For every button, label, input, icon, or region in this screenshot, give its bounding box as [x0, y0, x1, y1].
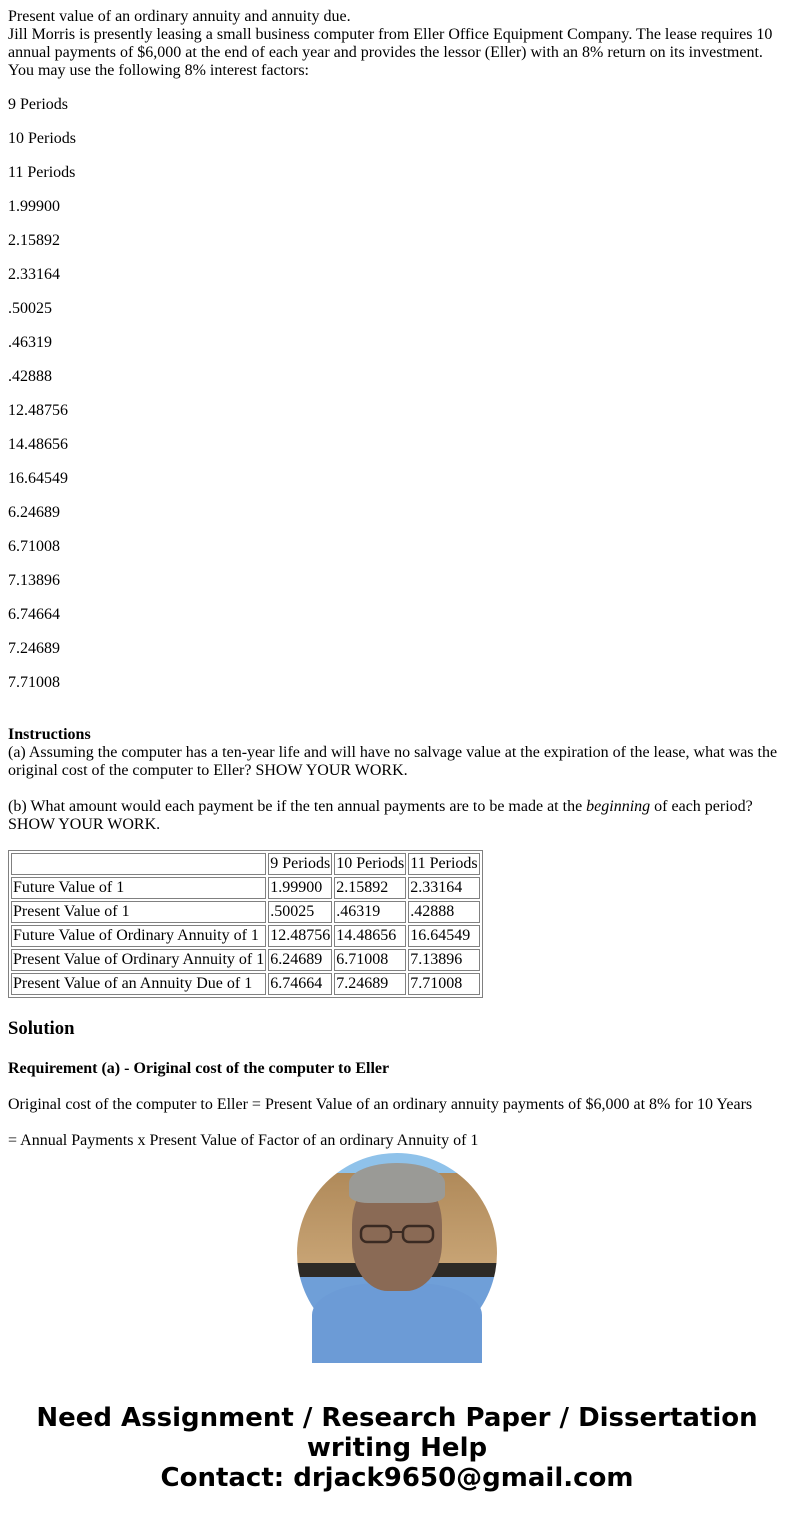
factor-line: 9 Periods [8, 96, 68, 113]
factor-line: .46319 [8, 334, 52, 351]
instruction-b-emphasis: beginning [586, 798, 651, 815]
instruction-b-text-end: of each period? SHOW YOUR WORK. [8, 798, 753, 833]
glasses-icon [359, 1223, 435, 1245]
table-row [11, 949, 480, 971]
table-cell: 12.48756 [268, 925, 332, 947]
row-label: Future Value of 1 [11, 877, 266, 899]
table-cell: 6.74664 [268, 973, 332, 995]
table-cell: 7.71008 [408, 973, 479, 995]
table-cell: 16.64549 [408, 925, 479, 947]
instructions-section [8, 726, 786, 834]
table-row [11, 877, 480, 899]
table-row [11, 925, 480, 947]
factor-line: 2.15892 [8, 232, 60, 249]
instruction-b-text: (b) What amount would each payment be if the ten annual payments are to be made at the [8, 798, 587, 815]
table-header-row [11, 853, 480, 875]
factor-line: 7.71008 [8, 674, 60, 691]
row-label: Present Value of Ordinary Annuity of 1 [11, 949, 266, 971]
factor-line: .50025 [8, 300, 52, 317]
instruction-b [8, 798, 786, 834]
table-cell: 7.13896 [408, 949, 479, 971]
tutor-avatar [297, 1153, 497, 1353]
factor-line: 1.99900 [8, 198, 60, 215]
avatar-hair [349, 1163, 445, 1203]
interest-factor-table [8, 850, 483, 998]
table-cell: 1.99900 [268, 877, 332, 899]
requirement-a-heading: Requirement (a) - Original cost of the computer to Eller [8, 1060, 390, 1077]
document-content [8, 8, 786, 1149]
table-header-cell: 11 Periods [408, 853, 479, 875]
factor-line: 7.24689 [8, 640, 60, 657]
factor-line: 11 Periods [8, 164, 76, 181]
promo-line: writing Help [306, 1433, 488, 1463]
factor-line: 14.48656 [8, 436, 68, 453]
promo-line: Need Assignment / Research Paper / Dissertation [36, 1403, 758, 1433]
factor-line: 10 Periods [8, 130, 76, 147]
factor-line: 2.33164 [8, 266, 60, 283]
table-cell: 2.33164 [408, 877, 479, 899]
table-cell: 6.24689 [268, 949, 332, 971]
factor-line: 6.71008 [8, 538, 60, 555]
table-cell: 2.15892 [334, 877, 406, 899]
promo-banner [0, 1403, 794, 1493]
instructions-heading: Instructions [8, 726, 91, 743]
table-cell: .42888 [408, 901, 479, 923]
factor-line: 6.24689 [8, 504, 60, 521]
factor-line: 7.13896 [8, 572, 60, 589]
table-header-cell: 9 Periods [268, 853, 332, 875]
table-cell: .50025 [268, 901, 332, 923]
instruction-a: (a) Assuming the computer has a ten-year life and will have no salvage value at the expiration of the lease, what was the original cost of the computer to Eller? SHOW YOUR WORK. [8, 744, 778, 779]
factor-list [8, 96, 786, 692]
factor-line: 6.74664 [8, 606, 60, 623]
table-cell: .46319 [334, 901, 406, 923]
question-title: Present value of an ordinary annuity and annuity due. [8, 8, 351, 25]
table-cell: 6.71008 [334, 949, 406, 971]
factor-line: 12.48756 [8, 402, 68, 419]
row-label: Present Value of 1 [11, 901, 266, 923]
factor-line: 16.64549 [8, 470, 68, 487]
table-row [11, 973, 480, 995]
row-label: Present Value of an Annuity Due of 1 [11, 973, 266, 995]
row-label: Future Value of Ordinary Annuity of 1 [11, 925, 266, 947]
table-header-cell [11, 853, 266, 875]
table-row [11, 901, 480, 923]
solution-line: = Annual Payments x Present Value of Factor of an ordinary Annuity of 1 [8, 1132, 479, 1149]
table-cell: 14.48656 [334, 925, 406, 947]
question-body: Jill Morris is presently leasing a small business computer from Eller Office Equipment Company. The lease requires 10 annual payments of $6,000 at the end of each year and provides the lessor (Eller) with an 8% return on its investment. You may use the following 8% interest factors: [8, 26, 773, 79]
solution-line: Original cost of the computer to Eller = Present Value of an ordinary annuity payments of $6,000 at 8% for 10 Years [8, 1096, 753, 1113]
avatar-shirt [312, 1283, 482, 1363]
solution-heading: Solution [8, 1018, 75, 1039]
promo-contact: Contact: drjack9650@gmail.com [160, 1463, 634, 1493]
factor-line: .42888 [8, 368, 52, 385]
table-cell: 7.24689 [334, 973, 406, 995]
table-header-cell: 10 Periods [334, 853, 406, 875]
